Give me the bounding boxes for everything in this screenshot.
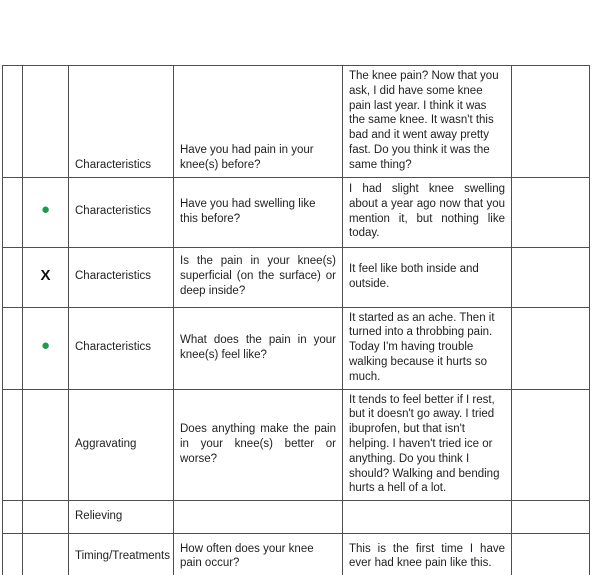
category-cell: Timing/Treatments: [69, 534, 174, 575]
spacer-cell: [3, 66, 23, 178]
mark-cell: [23, 534, 69, 575]
mark-cell: [23, 66, 69, 178]
mark-cell: [23, 307, 69, 389]
category-cell: Characteristics: [69, 177, 174, 247]
green-dot-icon: ●: [40, 201, 51, 219]
question-cell: What does the pain in your knee(s) feel like?: [174, 307, 343, 389]
question-cell: Is the pain in your knee(s) superficial (on the surface) or deep inside?: [174, 247, 343, 307]
interview-table: [2, 65, 590, 575]
x-mark-icon: X: [40, 266, 51, 284]
category-cell: Characteristics: [69, 66, 174, 178]
category-cell: Characteristics: [69, 247, 174, 307]
question-cell: Have you had pain in your knee(s) before?: [174, 66, 343, 178]
spacer-cell: [3, 307, 23, 389]
table-row: [3, 177, 590, 247]
mark-cell: [23, 389, 69, 501]
spacer-cell: [3, 247, 23, 307]
question-cell: How often does your knee pain occur?: [174, 534, 343, 575]
table-row: [3, 307, 590, 389]
spacer-cell: [3, 389, 23, 501]
table-row: [3, 534, 590, 575]
check-cell: [512, 177, 590, 247]
check-cell: [512, 247, 590, 307]
mark-cell: [23, 177, 69, 247]
mark-cell: [23, 501, 69, 534]
question-cell: Have you had swelling like this before?: [174, 177, 343, 247]
spacer-cell: [3, 534, 23, 575]
check-cell: [512, 501, 590, 534]
spacer-cell: [3, 501, 23, 534]
table-row: [3, 501, 590, 534]
answer-cell: It feel like both inside and outside.: [343, 247, 512, 307]
answer-cell: [343, 501, 512, 534]
answer-cell: It tends to feel better if I rest, but it doesn't go away. I tried ibuprofen, but that isn't helping. I haven't tried ice or anything. Do you think I should? Walking and bending hurts a hell of a lot.: [343, 389, 512, 501]
check-cell: [512, 307, 590, 389]
table-row: [3, 389, 590, 501]
question-cell: Does anything make the pain in your knee(s) better or worse?: [174, 389, 343, 501]
green-dot-icon: ●: [40, 337, 51, 355]
answer-cell: The knee pain? Now that you ask, I did have some knee pain last year. I think it was the same knee. It wasn't this bad and it went away pretty fast. Do you think it was the same thing?: [343, 66, 512, 178]
mark-cell: [23, 247, 69, 307]
check-cell: [512, 66, 590, 178]
category-cell: Aggravating: [69, 389, 174, 501]
answer-cell: This is the first time I have ever had knee pain like this.: [343, 534, 512, 575]
answer-cell: It started as an ache. Then it turned into a throbbing pain. Today I'm having trouble walking because it hurts so much.: [343, 307, 512, 389]
table-row: [3, 247, 590, 307]
question-cell: [174, 501, 343, 534]
check-cell: [512, 534, 590, 575]
table-row: [3, 66, 590, 178]
check-cell: [512, 389, 590, 501]
category-cell: Relieving: [69, 501, 174, 534]
spacer-cell: [3, 177, 23, 247]
category-cell: Characteristics: [69, 307, 174, 389]
answer-cell: I had slight knee swelling about a year ago now that you mention it, but nothing like today.: [343, 177, 512, 247]
